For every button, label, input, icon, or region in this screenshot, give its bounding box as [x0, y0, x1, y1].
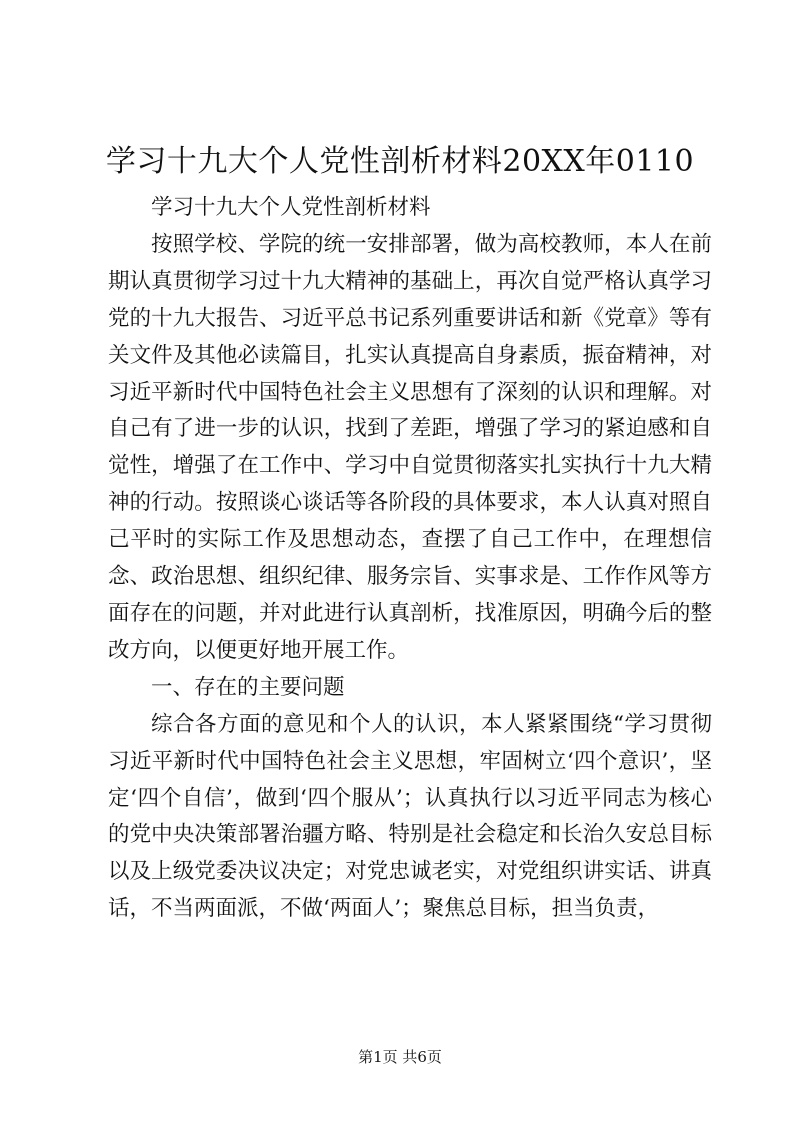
subtitle-paragraph: 学习十九大个人党性剖析材料: [151, 195, 431, 220]
document-title: 学习十九大个人党性剖析材料20XX年0110: [105, 144, 695, 179]
document-body: [108, 190, 712, 928]
section-paragraph: 综合各方面的意见和个人的认识，本人紧紧围绕“学习贯彻习近平新时代中国特色社会主义思想，牢固树立‘四个意识’，坚定‘四个自信’，做到‘四个服从’；认真执行以习近平同志为核心的党中央决策部署治疆方略、特别是社会稳定和长治久安总目标以及上级党委决议决定；对党忠诚老实，对党组织讲实话、讲真话，不当两面派，不做‘两面人’；聚焦总目标，担当负责，: [108, 711, 712, 922]
intro-paragraph: 按照学校、学院的统一安排部署，做为高校教师，本人在前期认真贯彻学习过十九大精神的基础上，再次自觉严格认真学习党的十九大报告、习近平总书记系列重要讲话和新《党章》等有关文件及其他必读篇目，扎实认真提高自身素质，振奋精神，对习近平新时代中国特色社会主义思想有了深刻的认识和理解。对自己有了进一步的认识，找到了差距，增强了学习的紧迫感和自觉性，增强了在工作中、学习中自觉贯彻落实扎实执行十九大精神的行动。按照谈心谈话等各阶段的具体要求，本人认真对照自己平时的实际工作及思想动态，查摆了自己工作中，在理想信念、政治思想、组织纪律、服务宗旨、实事求是、工作作风等方面存在的问题，并对此进行认真剖析，找准原因，明确今后的整改方向，以便更好地开展工作。: [108, 231, 712, 663]
section-heading: 一、存在的主要问题: [151, 674, 345, 700]
page-footer: 第1页 共6页: [358, 1048, 442, 1066]
